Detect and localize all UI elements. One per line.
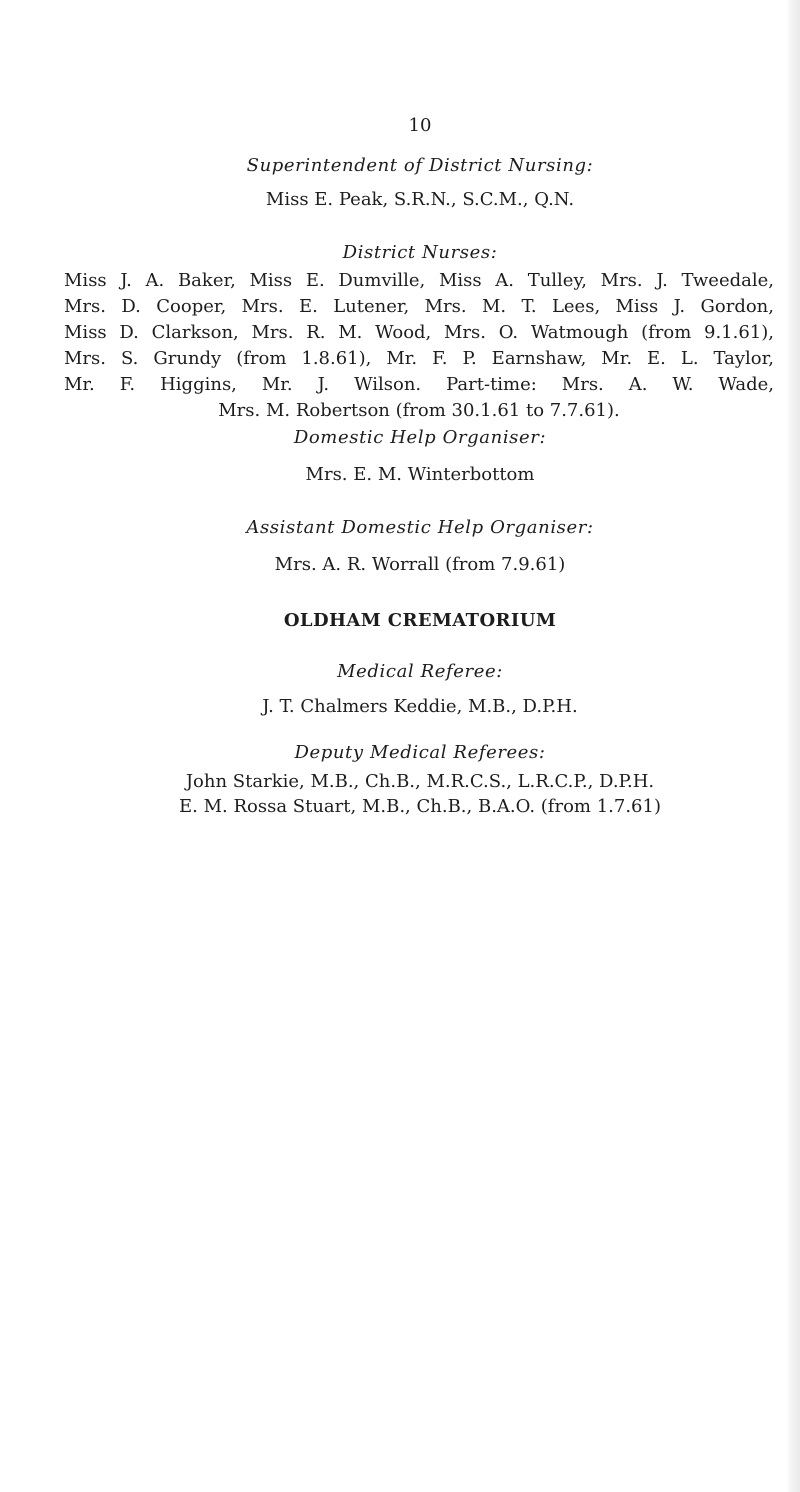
district-nurses-line: Mrs. D. Cooper, Mrs. E. Lutener, Mrs. M. T. Lees, Miss J. Gordon, xyxy=(64,296,774,317)
domestic-help-organiser-name: Mrs. E. M. Winterbottom xyxy=(305,464,535,485)
domestic-help-organiser-heading: Domestic Help Organiser: xyxy=(293,427,547,448)
district-nurses-line: Mrs. M. Robertson (from 30.1.61 to 7.7.61). xyxy=(218,400,620,421)
assistant-domestic-help-organiser-heading: Assistant Domestic Help Organiser: xyxy=(246,517,594,538)
deputy-medical-referee-name: John Starkie, M.B., Ch.B., M.R.C.S., L.R.C.P., D.P.H. xyxy=(185,771,655,792)
medical-referee-heading: Medical Referee: xyxy=(337,661,503,682)
page-number: 10 xyxy=(408,115,432,136)
district-nurses-list xyxy=(64,268,774,424)
district-nurses-line: Mr. F. Higgins, Mr. J. Wilson. Part-time: Mrs. A. W. Wade, xyxy=(64,374,774,395)
crematorium-title: OLDHAM CREMATORIUM xyxy=(283,610,557,631)
deputy-medical-referee-name: E. M. Rossa Stuart, M.B., Ch.B., B.A.O. (from 1.7.61) xyxy=(179,796,661,817)
assistant-domestic-help-organiser-name: Mrs. A. R. Worrall (from 7.9.61) xyxy=(274,554,566,575)
superintendent-heading: Superintendent of District Nursing: xyxy=(246,155,594,176)
medical-referee-name: J. T. Chalmers Keddie, M.B., D.P.H. xyxy=(262,696,578,717)
deputy-medical-referees-heading: Deputy Medical Referees: xyxy=(294,742,546,763)
superintendent-name: Miss E. Peak, S.R.N., S.C.M., Q.N. xyxy=(265,189,575,210)
district-nurses-line: Miss J. A. Baker, Miss E. Dumville, Miss A. Tulley, Mrs. J. Tweedale, xyxy=(64,270,774,291)
district-nurses-heading: District Nurses: xyxy=(342,242,498,263)
district-nurses-line: Mrs. S. Grundy (from 1.8.61), Mr. F. P. Earnshaw, Mr. E. L. Taylor, xyxy=(64,348,774,369)
district-nurses-line: Miss D. Clarkson, Mrs. R. M. Wood, Mrs. O. Watmough (from 9.1.61), xyxy=(64,322,774,343)
